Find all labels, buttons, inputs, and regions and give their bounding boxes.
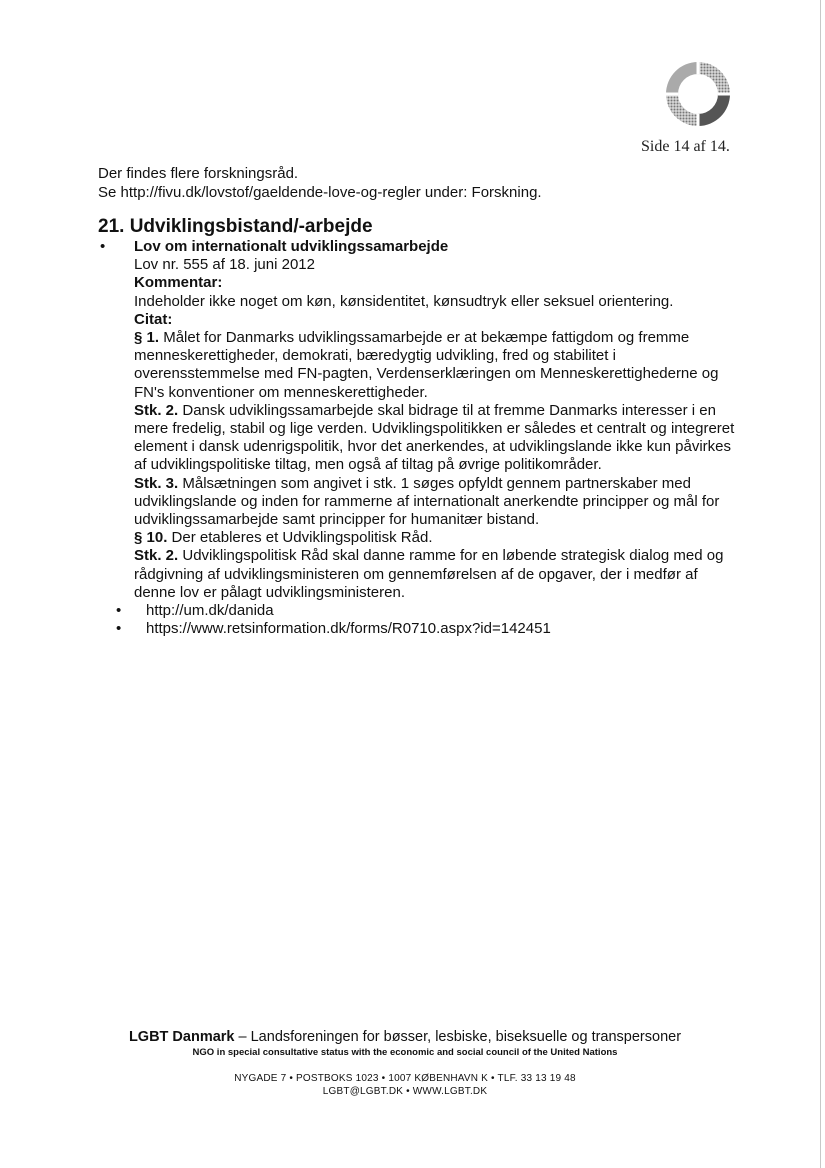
law-name: Lov om internationalt udviklingssamarbejde	[134, 238, 449, 255]
footer-org-line	[0, 1028, 810, 1046]
bullet-icon: •	[100, 238, 106, 255]
law-block	[98, 238, 738, 638]
citation-label: Citat:	[134, 310, 173, 328]
paragraph-label: Stk. 3.	[134, 474, 179, 492]
law-body	[134, 238, 738, 602]
intro-line-1: Der findes flere forskningsråd.	[98, 165, 299, 182]
paragraph-label: § 1.	[134, 329, 160, 347]
intro-text	[98, 164, 542, 202]
paragraph-text: Målet for Danmarks udviklingssamarbejde er at bekæmpe fattigdom og fremme menneskerettigheder, demokrati, bæredygtig udvikling, fred og stabilitet i overensstemmelse med FN-pagten, Verdenserklæringen om Menneskerettighederne og FN's konventioner om menneskerettigheder.	[134, 329, 719, 401]
paragraph-label: § 10.	[134, 529, 168, 547]
link-list-item	[98, 620, 738, 638]
footer-contact: LGBT@LGBT.DK • WWW.LGBT.DK	[322, 1086, 488, 1097]
link-retsinformation[interactable]: https://www.retsinformation.dk/forms/R0710.aspx?id=142451	[146, 620, 551, 638]
link-list	[98, 602, 738, 638]
footer-address: NYGADE 7 • POSTBOKS 1023 • 1007 KØBENHAVN K • TLF. 33 13 19 48	[234, 1073, 576, 1084]
paragraph-text: Målsætningen som angivet i stk. 1 søges opfyldt gennem partnerskaber med udviklingslande og inden for rammerne af internationalt anerkendte principper og mål for udviklingssamarbejde samt principper for humanitær bistand.	[134, 474, 720, 529]
page-footer	[0, 1028, 810, 1098]
link-list-item	[98, 602, 738, 620]
paragraph-text: Der etableres et Udviklingspolitisk Råd.	[167, 529, 433, 547]
page-number: Side 14 af 14.	[641, 138, 730, 155]
link-danida[interactable]: http://um.dk/danida	[146, 602, 274, 620]
ring-logo-icon	[664, 60, 732, 128]
law-reference: Lov nr. 555 af 18. juni 2012	[134, 256, 315, 274]
paragraph-text: Dansk udviklingssamarbejde skal bidrage til at fremme Danmarks interesser i en mere fredelig, stabil og lige verden. Udviklingspolitikken er således et centralt og integreret element i dansk udenrigspolitik, hvor det anerkendes, at udviklingslande ikke kun påvirkes af udviklingspolitiske tiltag, men også af tiltag på øvrige politikområder.	[134, 401, 735, 474]
citation-paragraph	[134, 402, 738, 475]
paragraph-label: Stk. 2.	[134, 401, 179, 419]
footer-status: NGO in special consultative status with the economic and social council of the United Nations	[192, 1047, 618, 1058]
footer-org-name: LGBT Danmark	[128, 1029, 235, 1045]
bullet-icon: •	[116, 602, 122, 620]
bullet-icon: •	[116, 620, 122, 638]
paragraph-label: Stk. 2.	[134, 547, 179, 565]
citation-paragraph	[134, 329, 738, 402]
citation-paragraph	[134, 547, 738, 602]
intro-line-2: Se http://fivu.dk/lovstof/gaeldende-love-og-regler under: Forskning.	[98, 184, 542, 201]
footer-tagline: – Landsforeningen for bøsser, lesbiske, biseksuelle og transpersoner	[234, 1029, 682, 1045]
comment-text: Indeholder ikke noget om køn, kønsidentitet, kønsudtryk eller seksuel orientering.	[134, 292, 674, 310]
paragraph-text: Udviklingspolitisk Råd skal danne ramme for en løbende strategisk dialog med og rådgivning af udviklingsministeren om gennemførelsen af de opgaver, der i medfør af denne lov er pålagt udviklingsministeren.	[134, 547, 724, 601]
citation-paragraph	[134, 529, 738, 547]
law-list-item	[98, 238, 738, 602]
comment-label: Kommentar:	[134, 274, 223, 292]
citation-paragraph	[134, 475, 738, 530]
section-title: 21. Udviklingsbistand/-arbejde	[98, 216, 373, 237]
page-edge-line	[820, 0, 821, 1168]
